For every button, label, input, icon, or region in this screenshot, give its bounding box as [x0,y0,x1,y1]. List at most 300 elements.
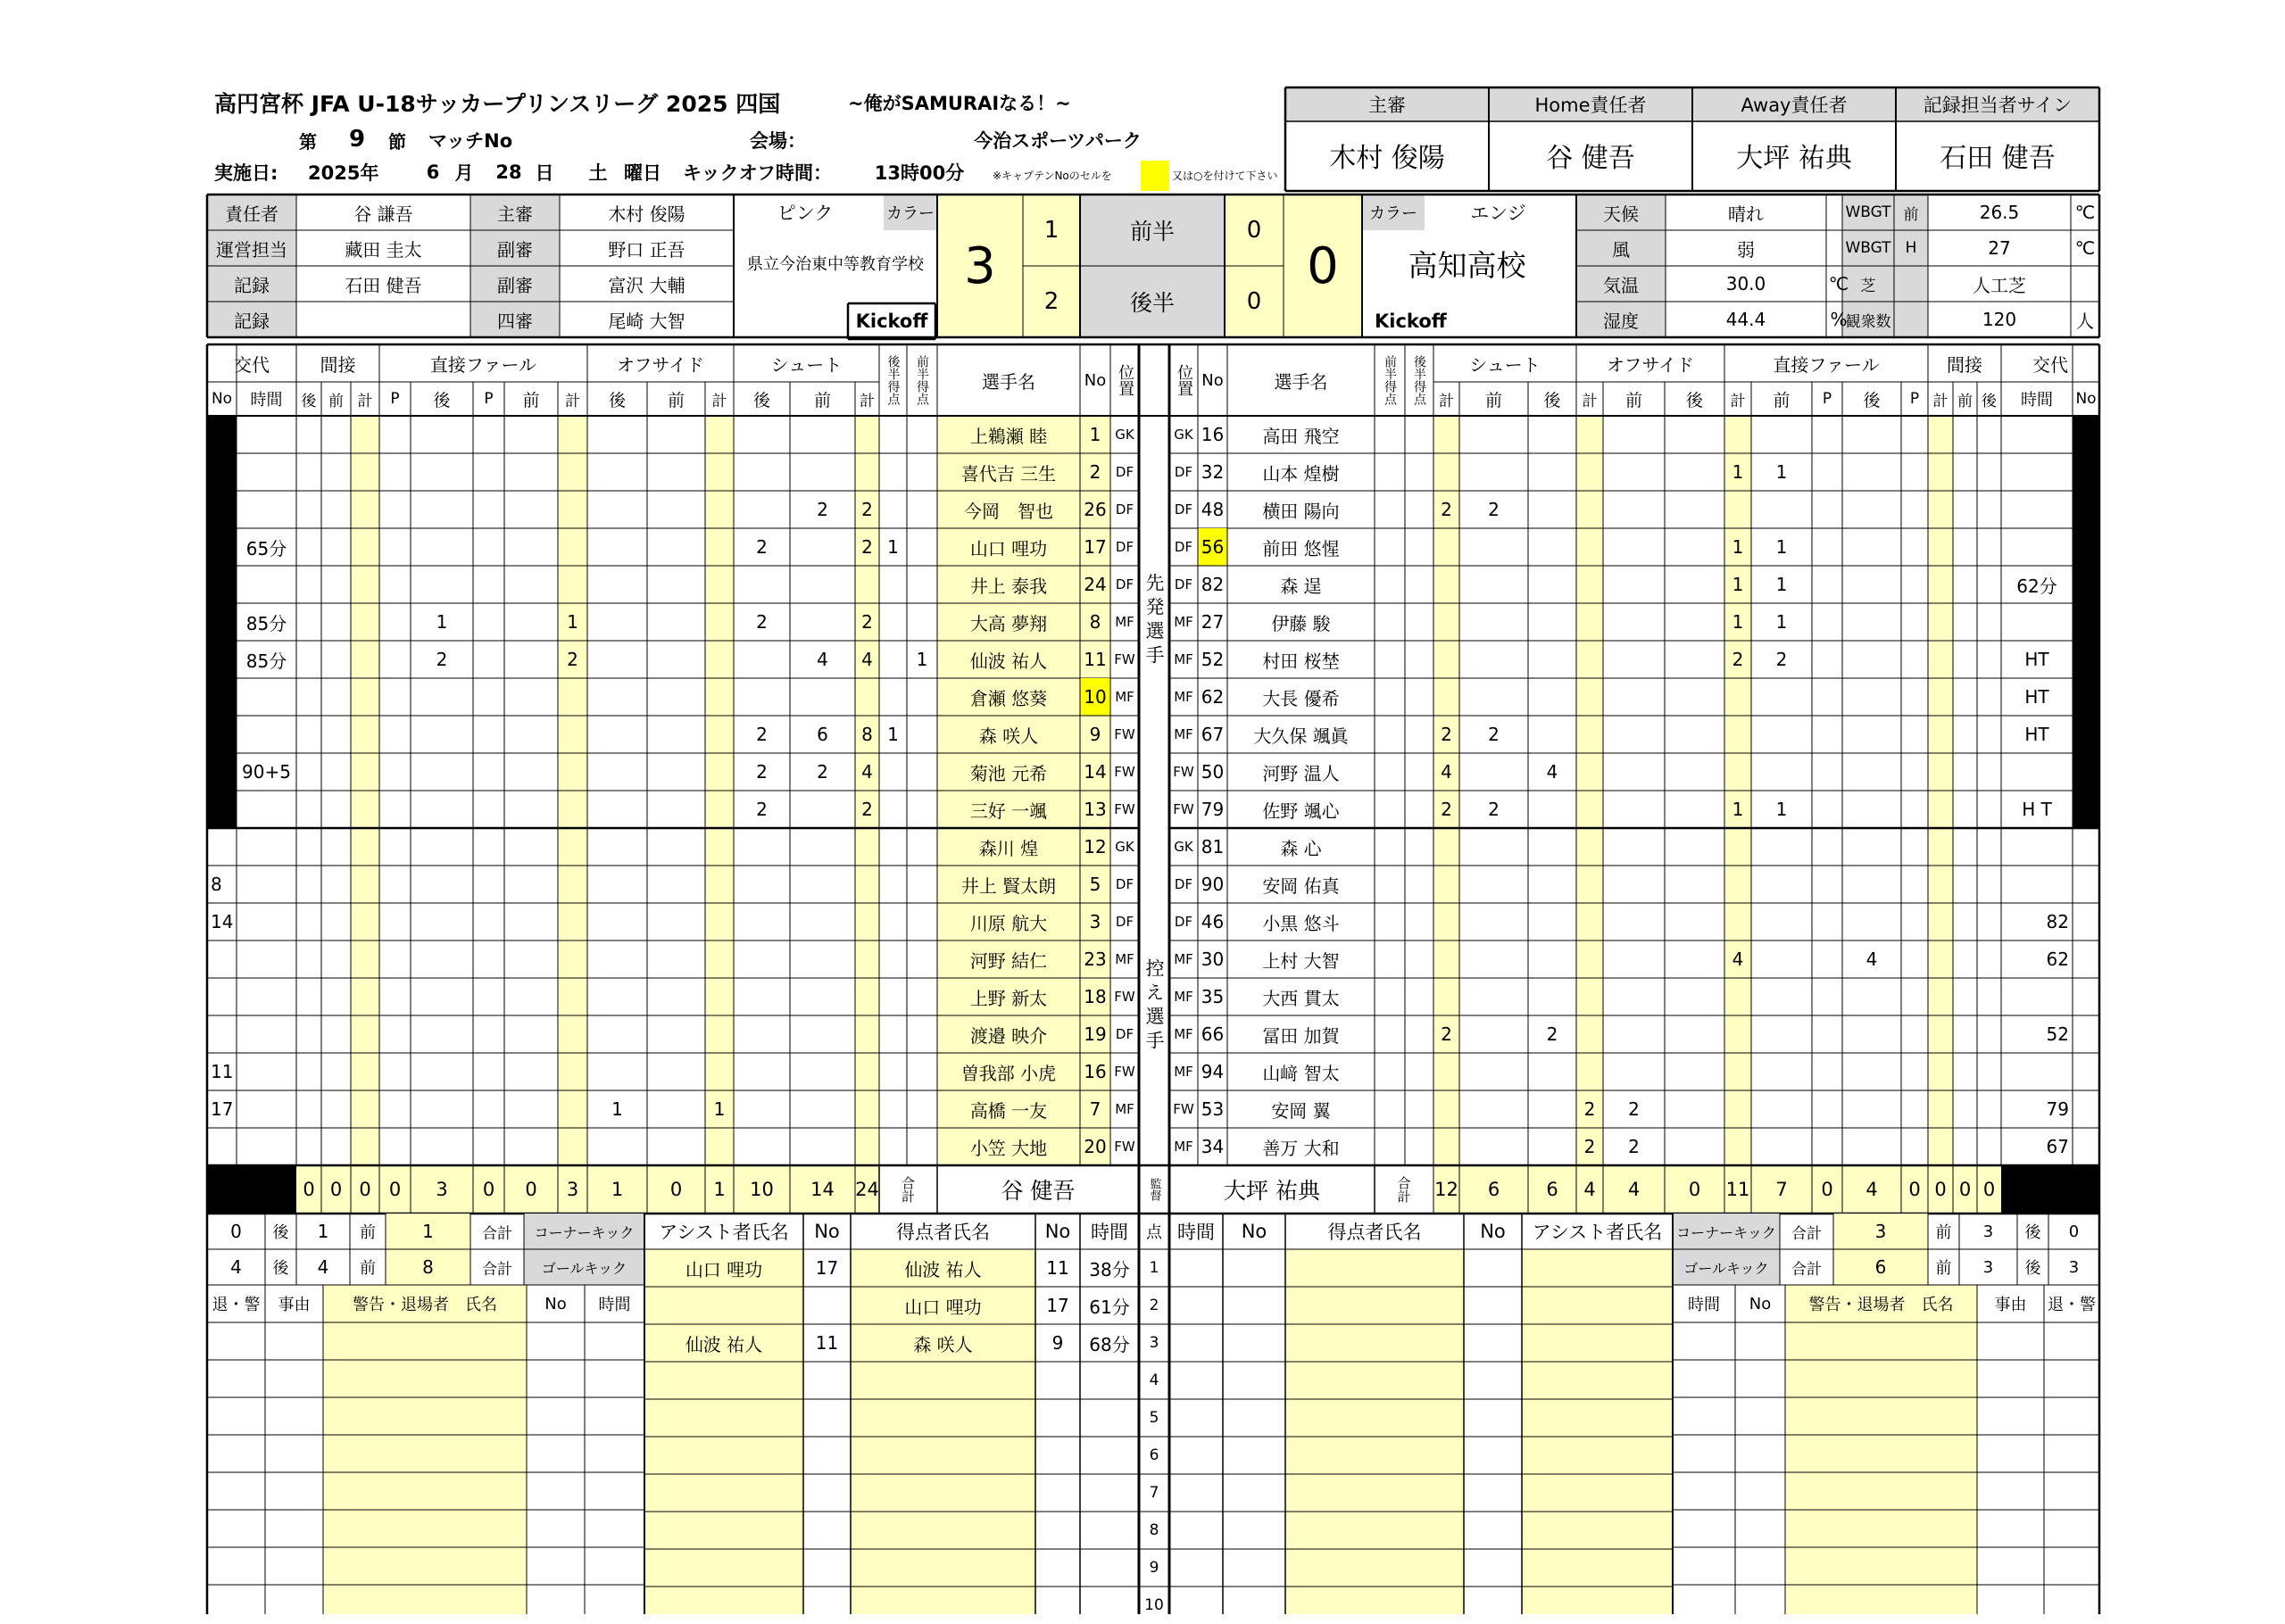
home-f_after [411,940,473,978]
away-st [2001,528,2073,566]
header-player: 選手名 [982,370,1035,393]
home-kickoff: Kickoff [855,311,928,332]
column-header: No [211,390,233,408]
home-f_after [411,678,473,716]
home-f_total [558,678,587,716]
home-score: 3 [964,236,996,295]
goals-header-time: 時間 [1091,1222,1128,1243]
column-header: 前 [667,390,685,410]
away-f_total: 2 [1732,649,1744,670]
home-f_total [558,903,587,940]
away-s_total [1433,528,1459,566]
away-s_after [1528,491,1576,528]
home-st [237,453,296,491]
home-o_after [587,903,647,940]
home-name: 大高 夢翔 [969,612,1048,634]
home-g1 [907,753,937,791]
goal-assist-no [803,1287,851,1324]
away-name: 善万 大和 [1262,1137,1340,1159]
home-o_total [705,641,734,678]
summary-before-label: 前 [360,1259,376,1278]
column-header: 計 [565,392,580,410]
away-o_total [1576,791,1603,828]
away-pos: GK [1174,839,1193,855]
home-g1 [907,903,937,940]
home-no: 20 [1084,1136,1107,1157]
away-f_before [1751,416,1812,453]
home-st [237,678,296,716]
away-s_total [1433,866,1459,903]
goal-assist-no: 11 [815,1332,839,1354]
away-s_total: 2 [1441,724,1452,745]
home-f_after [411,791,473,828]
home-total-value: 3 [566,1179,579,1200]
home-st: 90+5 [242,761,291,783]
kickoff-label: キックオフ時間： [683,162,832,184]
away-o_total [1576,453,1603,491]
home-color-label: カラー [886,204,935,223]
weather-value: 30.0 [1725,273,1766,294]
home-total-value: 0 [669,1179,683,1200]
weather-value-2: 26.5 [1979,202,2020,223]
goal-number: 6 [1149,1446,1159,1464]
home-o_after [587,641,647,678]
away-pos: MF [1174,1139,1193,1155]
away-name: 森 心 [1280,837,1322,859]
column-header: P [484,390,494,408]
home-pos: DF [1115,539,1134,555]
home-total-value: 0 [359,1179,371,1200]
home-s_total: 2 [861,499,873,520]
away-s_after: 2 [1546,1023,1558,1045]
goals-header-scorer: 得点者氏名 [1327,1222,1422,1243]
header-first-goal: 前半得点 [915,355,929,405]
summary-total-label: 合計 [1791,1224,1822,1243]
away-team-name: 高知高校 [1408,247,1526,283]
away-s_total [1433,1128,1459,1165]
goal-assist [644,1287,803,1324]
home-s_total: 2 [861,611,873,633]
date-month: 6 [426,162,440,183]
weekday: 土 [588,162,608,184]
summary-label: ゴールキック [1683,1259,1769,1277]
home-s_after [734,866,790,903]
away-o_before [1603,978,1665,1015]
away-s_before [1459,903,1528,940]
round-label: 第 [299,130,317,153]
home-s_after [734,978,790,1015]
official-name: 木村 俊陽 [1329,143,1445,174]
column-header: 計 [860,392,875,410]
summary-after-label: 後 [2024,1223,2041,1242]
away-pos: FW [1173,801,1194,817]
header-second-goal: 後半得点 [885,355,901,405]
home-s_after [734,491,790,528]
home-s_before: 2 [817,761,828,783]
home-s_after [734,828,790,866]
home-g1 [907,940,937,978]
cards-header-time: 時間 [598,1296,631,1314]
header-direct-foul: 直接ファール [429,353,537,376]
column-header: 前 [1484,390,1502,410]
home-f_before [504,1053,558,1090]
away-total-value: 12 [1434,1179,1458,1200]
away-s_after [1528,903,1576,940]
away-s_before: 2 [1488,799,1500,820]
home-f_after [411,453,473,491]
summary-label: コーナーキック [1676,1223,1776,1241]
away-no: 67 [1201,724,1225,745]
home-f_after [411,491,473,528]
home-no_col [207,678,237,716]
home-g2 [879,1053,907,1090]
home-total-value: 0 [329,1179,343,1200]
summary-before: 3 [1982,1222,1994,1241]
home-pos: FW [1114,651,1135,667]
official-role: Away責任者 [1741,95,1848,116]
home-f_before [504,716,558,753]
away-f_after [1842,828,1901,866]
summary-total: 1 [422,1221,434,1242]
home-s_before [790,828,855,866]
referee-role: 四審 [497,310,533,332]
summary-total-label: 合計 [1791,1260,1822,1279]
header-shoot: シュート [770,353,843,376]
away-total-value: 4 [1583,1179,1596,1200]
column-header: 計 [1730,392,1746,410]
staff-role: 記録 [234,310,270,332]
weather-unit-2: 人 [2076,310,2094,332]
away-name: 村田 桜埜 [1262,650,1340,672]
home-g2 [879,791,907,828]
home-s_total [855,978,879,1015]
home-f_before [504,940,558,978]
home-s_after [734,903,790,940]
column-header: 後 [1543,390,1561,410]
home-g2 [879,566,907,603]
header-direct-foul: 直接ファール [1773,353,1880,376]
summary-before-label: 前 [1935,1223,1952,1242]
home-pos: GK [1115,839,1134,855]
away-o_before: 2 [1628,1136,1640,1157]
home-s_after [734,416,790,453]
home-o_after: 1 [611,1098,623,1120]
column-header: 後 [1863,390,1881,410]
column-header: 時間 [250,391,283,410]
kickoff-time: 13時00分 [874,162,965,184]
home-s_after [734,1090,790,1128]
home-s_total: 2 [861,799,873,820]
home-total-label: 合計 [900,1176,916,1203]
home-g2 [879,753,907,791]
cards-header-name: 警告・退場者 氏名 [353,1296,497,1314]
away-f_after [1842,866,1901,903]
away-kickoff: Kickoff [1375,311,1447,332]
away-st [2001,416,2073,453]
away-s_before [1459,528,1528,566]
first-half-label: 前半 [1129,219,1175,244]
home-f_after [411,828,473,866]
home-pos: DF [1115,876,1134,892]
summary-after: 4 [230,1256,242,1278]
home-name: 喜代吉 三生 [960,462,1057,485]
home-name: 井上 泰我 [969,575,1048,597]
referee-name: 尾崎 大智 [608,310,686,332]
away-no: 50 [1201,761,1225,783]
away-pos: MF [1174,1026,1193,1042]
away-f_after [1842,753,1901,791]
away-name: 河野 温人 [1262,762,1340,784]
home-o_after [587,978,647,1015]
home-g1 [907,1090,937,1128]
staff-role: 記録 [234,274,270,296]
home-total-value: 1 [713,1179,726,1200]
home-s_before [790,603,855,641]
away-s_before: 2 [1488,499,1500,520]
away-f_total: 1 [1732,799,1744,820]
home-f_total [558,978,587,1015]
cards-header-reason: 事由 [1994,1296,2027,1314]
away-name: 大西 貫太 [1262,987,1340,1009]
away-f_before [1751,940,1812,978]
summary-total: 8 [422,1256,434,1278]
away-s_before [1459,828,1528,866]
away-no: 90 [1201,874,1225,895]
home-pos: MF [1115,614,1134,630]
away-s_total [1433,978,1459,1015]
home-f_after [411,903,473,940]
goal-number: 3 [1149,1334,1159,1352]
goal-scorer-no: 17 [1046,1295,1069,1316]
home-pos: DF [1115,464,1134,480]
away-f_before [1751,903,1812,940]
home-team-name: 県立今治東中等教育学校 [747,255,924,274]
away-f_after [1842,641,1901,678]
cards-header-reason: 事由 [278,1296,311,1314]
home-o_after [587,528,647,566]
home-pos: FW [1114,989,1135,1005]
home-f_total [558,566,587,603]
venue-label: 会場： [750,130,806,152]
goal-assist: 仙波 祐人 [685,1333,763,1355]
home-g2 [879,828,907,866]
home-o_total [705,1053,734,1090]
home-s_total [855,678,879,716]
home-f_before [504,978,558,1015]
away-pos: DF [1174,464,1193,480]
home-s_before [790,940,855,978]
home-s_after [734,566,790,603]
goal-number: 8 [1149,1521,1159,1539]
home-st [237,978,296,1015]
away-o_total [1576,716,1603,753]
home-f_before [504,603,558,641]
weather-sub [1894,302,1928,337]
goal-number: 4 [1149,1371,1159,1389]
home-g2: 1 [887,724,899,745]
staff-name: 石田 健吾 [345,274,422,296]
home-s_total [855,940,879,978]
home-s_after: 2 [756,611,768,633]
home-name: 菊池 元希 [969,762,1048,784]
sheet-slogan: ~俺がSAMURAIなる！~ [848,93,1071,114]
away-s_after [1528,866,1576,903]
away-pos: DF [1174,876,1193,892]
home-no: 7 [1089,1098,1101,1120]
home-no: 14 [1084,761,1107,783]
home-o_total [705,491,734,528]
away-s_before [1459,1015,1528,1053]
home-s_before [790,416,855,453]
home-name: 高橋 一友 [969,1099,1048,1122]
away-no: 56 [1201,536,1225,558]
home-f_total [558,1128,587,1165]
away-s_after [1528,416,1576,453]
away-s_after: 4 [1546,761,1558,783]
away-total-value: 0 [1688,1179,1701,1200]
away-name: 安岡 翼 [1271,1099,1331,1122]
home-no: 12 [1084,836,1107,858]
official-name: 大坪 祐典 [1736,143,1852,174]
home-s_before: 2 [817,499,828,520]
home-g2 [879,603,907,641]
away-name: 前田 悠惺 [1262,537,1340,559]
home-f_before [504,528,558,566]
away-s_after [1528,940,1576,978]
away-total-value: 7 [1775,1179,1788,1200]
home-no_col [207,791,237,828]
away-pos: DF [1174,539,1193,555]
home-o_total [705,978,734,1015]
home-no_col: 14 [211,911,234,932]
away-f_before [1751,866,1812,903]
weather-value: 44.4 [1725,309,1766,330]
home-o_total [705,903,734,940]
home-f_total [558,491,587,528]
away-no: 52 [1201,649,1225,670]
column-header: 後 [752,390,770,410]
cards-header-time: 時間 [1688,1296,1720,1314]
header-no: No [1084,370,1107,390]
home-g1 [907,566,937,603]
summary-before-label: 前 [1935,1259,1952,1278]
goals-header-assist: アシスト者氏名 [1532,1222,1663,1243]
away-color-value: エンジ [1470,203,1526,224]
home-f_before [504,678,558,716]
weather-label: 気温 [1603,274,1639,296]
referee-name: 木村 俊陽 [608,203,686,225]
goals-header-no: No [814,1221,840,1242]
away-st: 52 [2046,1023,2069,1045]
home-o_after [587,603,647,641]
home-name: 渡邉 映介 [969,1024,1048,1047]
goals-header-time: 時間 [1177,1222,1215,1243]
weather-label: 風 [1612,238,1630,261]
referee-name: 富沢 大輔 [608,274,686,296]
referee-role: 副審 [497,238,533,261]
home-st [237,416,296,453]
round-number: 9 [348,126,366,153]
away-s_before [1459,940,1528,978]
home-o_after [587,491,647,528]
home-f_total [558,416,587,453]
home-o_total [705,566,734,603]
away-f_total [1724,866,1751,903]
home-o_after [587,791,647,828]
home-o_after [587,453,647,491]
header-offside: オフサイド [1607,353,1694,376]
column-header: 後 [1685,390,1703,410]
away-st [2001,603,2073,641]
away-f_before [1751,828,1812,866]
home-first-half: 1 [1043,217,1059,244]
header-no: No [1201,370,1224,390]
home-g2 [879,453,907,491]
column-header: 計 [711,392,727,410]
goal-scorer-no: 9 [1051,1332,1064,1354]
away-o_total: 2 [1583,1098,1596,1120]
home-pos: FW [1114,726,1135,742]
weather-unit-2: ℃ [2074,237,2096,259]
away-f_total: 4 [1732,949,1744,970]
home-f_after [411,416,473,453]
away-name: 山本 煌樹 [1262,462,1340,485]
home-s_total: 2 [861,536,873,558]
column-header: No [2075,390,2097,408]
column-header: 前 [522,390,540,410]
home-f_total [558,1015,587,1053]
away-f_after [1842,603,1901,641]
column-header: 計 [357,392,373,410]
away-f_after [1842,716,1901,753]
home-f_before [504,641,558,678]
away-pos: MF [1174,1064,1193,1080]
away-s_total: 2 [1441,499,1452,520]
home-st [237,1128,296,1165]
away-s_before [1459,641,1528,678]
home-o_after [587,753,647,791]
home-name: 森 咲人 [978,725,1039,747]
home-f_before [504,416,558,453]
home-total-value: 0 [482,1179,495,1200]
away-no: 27 [1201,611,1225,633]
home-o_after [587,416,647,453]
home-no_col [207,716,237,753]
weekday-label: 曜日 [624,162,661,184]
away-name: 上村 大智 [1262,949,1340,972]
away-pos: MF [1174,989,1193,1005]
home-no_col [207,528,237,566]
staff-role: 責任者 [225,203,278,225]
away-f_after [1842,1015,1901,1053]
home-total-value: 3 [436,1179,448,1200]
home-s_total [855,1090,879,1128]
home-f_total [558,828,587,866]
away-s_after [1528,678,1576,716]
summary-after: 0 [2068,1222,2080,1241]
away-o_before [1603,828,1665,866]
header-indirect: 間接 [1947,353,1982,376]
away-s_after [1528,528,1576,566]
away-pos: DF [1174,501,1193,518]
home-no: 13 [1084,799,1107,820]
home-o_after [587,716,647,753]
date-label: 実施日: [214,162,278,184]
away-s_before [1459,753,1528,791]
home-pos: DF [1115,576,1134,592]
home-name: 倉瀬 悠葵 [969,687,1048,709]
header-sub: 交代 [234,353,270,376]
